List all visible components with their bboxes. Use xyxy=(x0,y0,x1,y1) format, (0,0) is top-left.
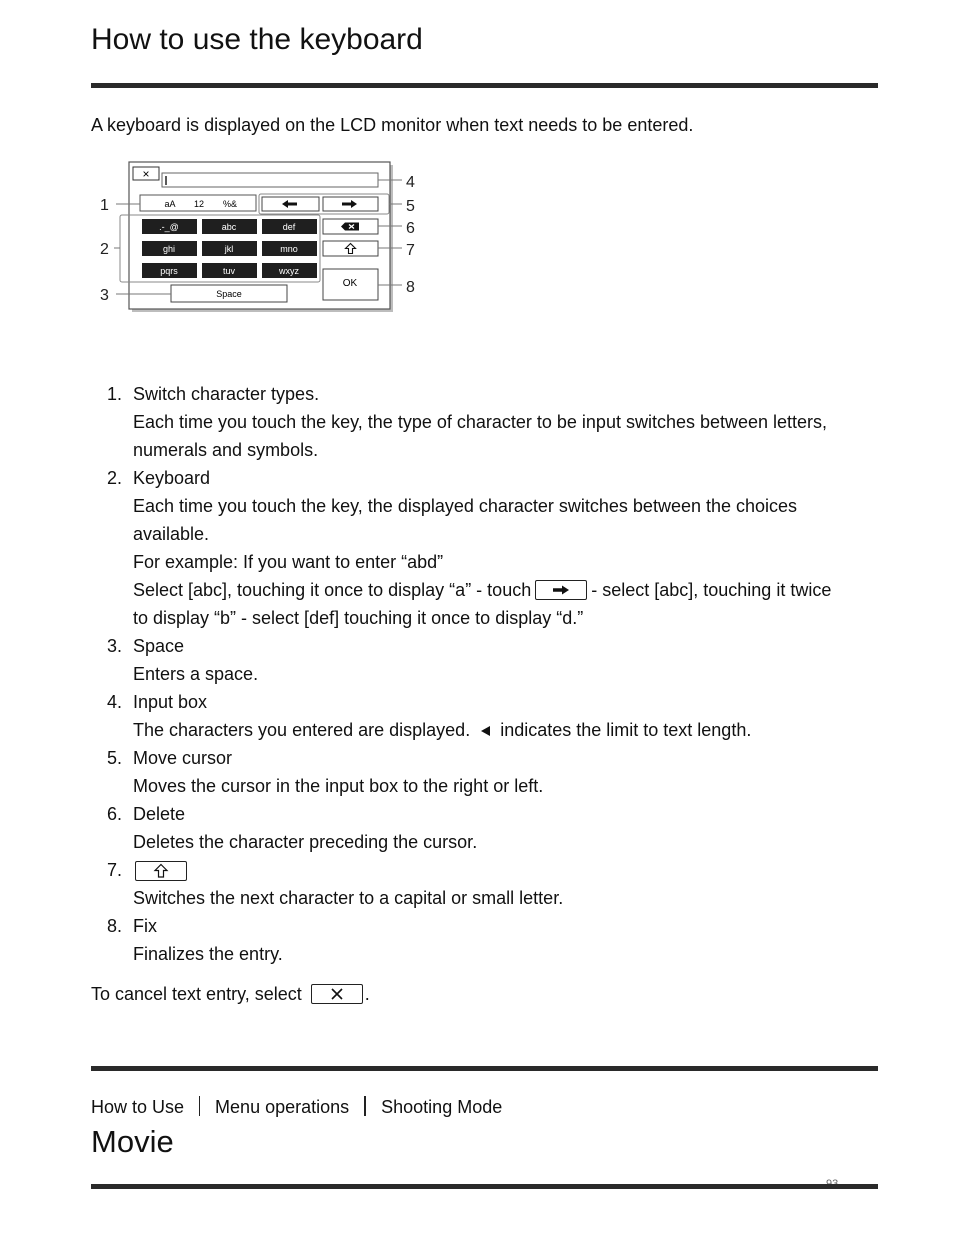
inline-shift-key xyxy=(135,861,187,881)
diagram-callout: 7 xyxy=(406,242,415,259)
page-title: How to use the keyboard xyxy=(91,23,423,56)
diagram-mode-key: %& xyxy=(222,199,238,209)
example-text: Select [abc], touching it once to display “a” - touch xyxy=(133,580,532,600)
item-description: Each time you touch the key, the displayed character switches between the choices xyxy=(133,496,798,516)
breadcrumb-item[interactable]: How to Use xyxy=(91,1097,185,1117)
breadcrumb-separator xyxy=(199,1096,200,1116)
item-example: to display “b” - select [def] touching it once to display “d.” xyxy=(133,608,584,628)
list-item xyxy=(107,688,877,744)
list-item xyxy=(107,856,877,912)
diagram-char-key: def xyxy=(282,222,296,232)
breadcrumb xyxy=(91,1094,502,1120)
keyboard-parts-list xyxy=(107,380,877,968)
cancel-end: . xyxy=(364,984,370,1004)
item-number: 7. xyxy=(107,860,123,880)
item-number: 8. xyxy=(107,916,123,936)
footer-divider-bottom xyxy=(91,1184,878,1189)
inline-cursor-right-key xyxy=(535,580,587,600)
item-description: Each time you touch the key, the type of character to be input switches between letters, xyxy=(133,412,828,432)
cancel-text: To cancel text entry, select xyxy=(91,984,302,1004)
intro-text: A keyboard is displayed on the LCD monitor when text needs to be entered. xyxy=(91,115,694,135)
item-description: Deletes the character preceding the cursor. xyxy=(133,832,478,852)
list-item xyxy=(107,800,877,856)
diagram-input-box xyxy=(162,173,378,187)
item-description: Enters a space. xyxy=(133,664,259,684)
breadcrumb-item[interactable]: Shooting Mode xyxy=(381,1097,503,1117)
item-description: Finalizes the entry. xyxy=(133,944,283,964)
item-heading: Switch character types. xyxy=(133,384,320,404)
diagram-char-key: abc xyxy=(221,222,237,232)
item-heading: Fix xyxy=(133,916,157,936)
limit-triangle-icon xyxy=(481,726,490,736)
item-heading xyxy=(133,856,877,884)
section-title: Movie xyxy=(91,1124,174,1159)
diagram-cancel-label: × xyxy=(142,167,150,181)
footer-divider-top xyxy=(91,1066,878,1071)
shift-icon xyxy=(155,865,167,878)
item-number: 1. xyxy=(107,384,123,404)
item-description: Switches the next character to a capital or small letter. xyxy=(133,888,564,908)
item-heading: Move cursor xyxy=(133,748,233,768)
diagram-char-key: wxyz xyxy=(279,266,299,276)
title-divider xyxy=(91,83,878,88)
cancel-instruction xyxy=(91,980,370,1008)
diagram-ok-label: OK xyxy=(342,278,358,289)
item-description: For example: If you want to enter “abd” xyxy=(133,552,444,572)
item-description: available. xyxy=(133,524,210,544)
close-icon xyxy=(332,989,342,999)
item-example xyxy=(133,576,877,604)
item-number: 3. xyxy=(107,636,123,656)
item-heading: Delete xyxy=(133,804,186,824)
diagram-char-key: ghi xyxy=(162,244,176,254)
item-description-text: The characters you entered are displayed. xyxy=(133,720,471,740)
diagram-mode-key: 12 xyxy=(193,199,205,209)
item-number: 4. xyxy=(107,692,123,712)
list-item xyxy=(107,464,877,632)
list-item xyxy=(107,632,877,688)
item-description xyxy=(133,716,877,744)
list-item xyxy=(107,912,877,968)
diagram-callout: 5 xyxy=(406,198,415,215)
diagram-char-key: pqrs xyxy=(160,266,178,276)
list-item xyxy=(107,380,877,464)
diagram-char-key: tuv xyxy=(222,266,236,276)
diagram-callout: 6 xyxy=(406,220,415,237)
diagram-callout: 8 xyxy=(406,279,415,296)
item-heading: Input box xyxy=(133,692,208,712)
item-description: Moves the cursor in the input box to the right or left. xyxy=(133,776,544,796)
arrow-right-icon xyxy=(553,586,569,595)
diagram-callout: 2 xyxy=(100,241,109,258)
breadcrumb-item[interactable]: Menu operations xyxy=(215,1097,350,1117)
breadcrumb-separator xyxy=(364,1096,366,1116)
diagram-char-key: mno xyxy=(280,244,298,254)
diagram-mode-key: aA xyxy=(164,199,176,209)
keyboard-diagram xyxy=(95,158,435,318)
diagram-callout: 3 xyxy=(100,287,109,304)
diagram-callout: 4 xyxy=(406,174,415,191)
item-heading: Keyboard xyxy=(133,468,211,488)
item-description-text: indicates the limit to text length. xyxy=(500,720,752,740)
item-description: numerals and symbols. xyxy=(133,440,319,460)
diagram-callout: 1 xyxy=(100,197,109,214)
item-number: 6. xyxy=(107,804,123,824)
item-heading: Space xyxy=(133,636,185,656)
diagram-char-key: .-_@ xyxy=(159,222,179,232)
diagram-char-key: jkl xyxy=(224,244,234,254)
example-text: - select [abc], touching it twice xyxy=(591,580,832,600)
item-number: 5. xyxy=(107,748,123,768)
list-item xyxy=(107,744,877,800)
inline-cancel-key xyxy=(311,984,363,1004)
diagram-space-label: Space xyxy=(216,289,242,299)
item-number: 2. xyxy=(107,468,123,488)
